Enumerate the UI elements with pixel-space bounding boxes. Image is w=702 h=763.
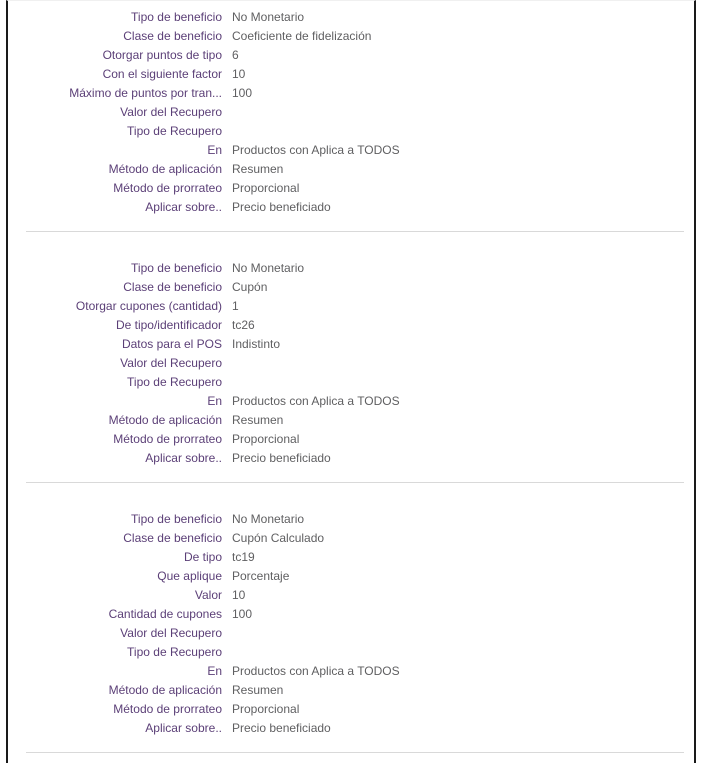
benefits-summary-frame bbox=[6, 0, 696, 763]
field-label: Con el siguiente factor bbox=[102, 67, 222, 81]
field-row bbox=[8, 27, 694, 46]
field-value: tc19 bbox=[232, 550, 255, 564]
section-divider bbox=[26, 231, 684, 232]
field-value: tc26 bbox=[232, 318, 255, 332]
field-label: Tipo de Recupero bbox=[127, 645, 222, 659]
field-label: Valor del Recupero bbox=[120, 626, 222, 640]
field-row bbox=[8, 567, 694, 586]
field-row bbox=[8, 179, 694, 198]
field-value: Cupón bbox=[232, 280, 268, 294]
field-label: Método de aplicación bbox=[108, 162, 222, 176]
benefit-section bbox=[8, 510, 694, 738]
field-row bbox=[8, 411, 694, 430]
field-value: No Monetario bbox=[232, 512, 305, 526]
field-value: Precio beneficiado bbox=[232, 721, 331, 735]
field-row bbox=[8, 316, 694, 335]
field-row bbox=[8, 141, 694, 160]
field-row bbox=[8, 719, 694, 738]
field-label: Aplicar sobre.. bbox=[145, 451, 222, 465]
field-label: De tipo bbox=[183, 550, 222, 564]
field-row bbox=[8, 103, 694, 122]
field-row bbox=[8, 700, 694, 719]
field-value: Proporcional bbox=[232, 702, 300, 716]
field-label: Tipo de Recupero bbox=[127, 124, 222, 138]
field-label: Tipo de beneficio bbox=[131, 261, 222, 275]
field-label: Aplicar sobre.. bbox=[145, 721, 222, 735]
field-label: Método de prorrateo bbox=[113, 181, 222, 195]
field-row bbox=[8, 46, 694, 65]
section-divider bbox=[26, 482, 684, 483]
field-row bbox=[8, 643, 694, 662]
field-value: Productos con Aplica a TODOS bbox=[232, 143, 400, 157]
field-label: Valor del Recupero bbox=[120, 356, 222, 370]
field-value: Resumen bbox=[232, 413, 284, 427]
field-value: Porcentaje bbox=[232, 569, 290, 583]
field-label: Tipo de Recupero bbox=[127, 375, 222, 389]
field-value: Cupón Calculado bbox=[232, 531, 325, 545]
field-row bbox=[8, 681, 694, 700]
field-value: Resumen bbox=[232, 162, 284, 176]
field-value: Coeficiente de fidelización bbox=[232, 29, 372, 43]
field-label: Otorgar cupones (cantidad) bbox=[75, 299, 222, 313]
field-row bbox=[8, 354, 694, 373]
benefit-section bbox=[8, 8, 694, 217]
field-row bbox=[8, 65, 694, 84]
field-row bbox=[8, 8, 694, 27]
field-value: Precio beneficiado bbox=[232, 200, 331, 214]
field-label: Método de aplicación bbox=[108, 413, 222, 427]
field-row bbox=[8, 449, 694, 468]
field-row bbox=[8, 586, 694, 605]
field-row bbox=[8, 373, 694, 392]
field-label: En bbox=[207, 143, 222, 157]
field-label: En bbox=[207, 394, 222, 408]
field-label: Tipo de beneficio bbox=[131, 512, 222, 526]
field-row bbox=[8, 430, 694, 449]
field-row bbox=[8, 122, 694, 141]
field-value: Indistinto bbox=[232, 337, 281, 351]
field-value: No Monetario bbox=[232, 261, 305, 275]
field-label: De tipo/identificador bbox=[115, 318, 222, 332]
field-row bbox=[8, 335, 694, 354]
field-row bbox=[8, 605, 694, 624]
field-value: 100 bbox=[232, 86, 253, 100]
field-value: 1 bbox=[232, 299, 239, 313]
field-value: 10 bbox=[232, 588, 246, 602]
field-label: Método de prorrateo bbox=[113, 432, 222, 446]
field-row bbox=[8, 624, 694, 643]
field-label: Máximo de puntos por tran... bbox=[69, 86, 222, 100]
field-row bbox=[8, 160, 694, 179]
field-label: Datos para el POS bbox=[121, 337, 222, 351]
field-row bbox=[8, 510, 694, 529]
field-value: Productos con Aplica a TODOS bbox=[232, 664, 400, 678]
field-row bbox=[8, 297, 694, 316]
field-label: Aplicar sobre.. bbox=[145, 200, 222, 214]
field-value: Proporcional bbox=[232, 181, 300, 195]
field-row bbox=[8, 84, 694, 103]
field-row bbox=[8, 278, 694, 297]
field-value: Proporcional bbox=[232, 432, 300, 446]
field-value: Resumen bbox=[232, 683, 284, 697]
field-label: Clase de beneficio bbox=[123, 531, 222, 545]
field-row bbox=[8, 529, 694, 548]
field-value: 10 bbox=[232, 67, 246, 81]
field-label: Método de prorrateo bbox=[113, 702, 222, 716]
field-row bbox=[8, 198, 694, 217]
field-value: Precio beneficiado bbox=[232, 451, 331, 465]
field-label: Que aplique bbox=[157, 569, 222, 583]
section-divider bbox=[26, 752, 684, 753]
field-label: Otorgar puntos de tipo bbox=[102, 48, 222, 62]
field-label: Cantidad de cupones bbox=[108, 607, 222, 621]
field-value: 6 bbox=[232, 48, 239, 62]
sections-container bbox=[8, 8, 694, 753]
field-value: Productos con Aplica a TODOS bbox=[232, 394, 400, 408]
field-label: Clase de beneficio bbox=[123, 280, 222, 294]
field-label: Valor del Recupero bbox=[120, 105, 222, 119]
field-value: No Monetario bbox=[232, 10, 305, 24]
field-label: Método de aplicación bbox=[108, 683, 222, 697]
field-label: Valor bbox=[194, 588, 222, 602]
field-row bbox=[8, 259, 694, 278]
field-row bbox=[8, 662, 694, 681]
field-row bbox=[8, 392, 694, 411]
field-label: Tipo de beneficio bbox=[131, 10, 222, 24]
field-value: 100 bbox=[232, 607, 253, 621]
field-label: En bbox=[207, 664, 222, 678]
field-label: Clase de beneficio bbox=[123, 29, 222, 43]
benefit-section bbox=[8, 259, 694, 468]
field-row bbox=[8, 548, 694, 567]
